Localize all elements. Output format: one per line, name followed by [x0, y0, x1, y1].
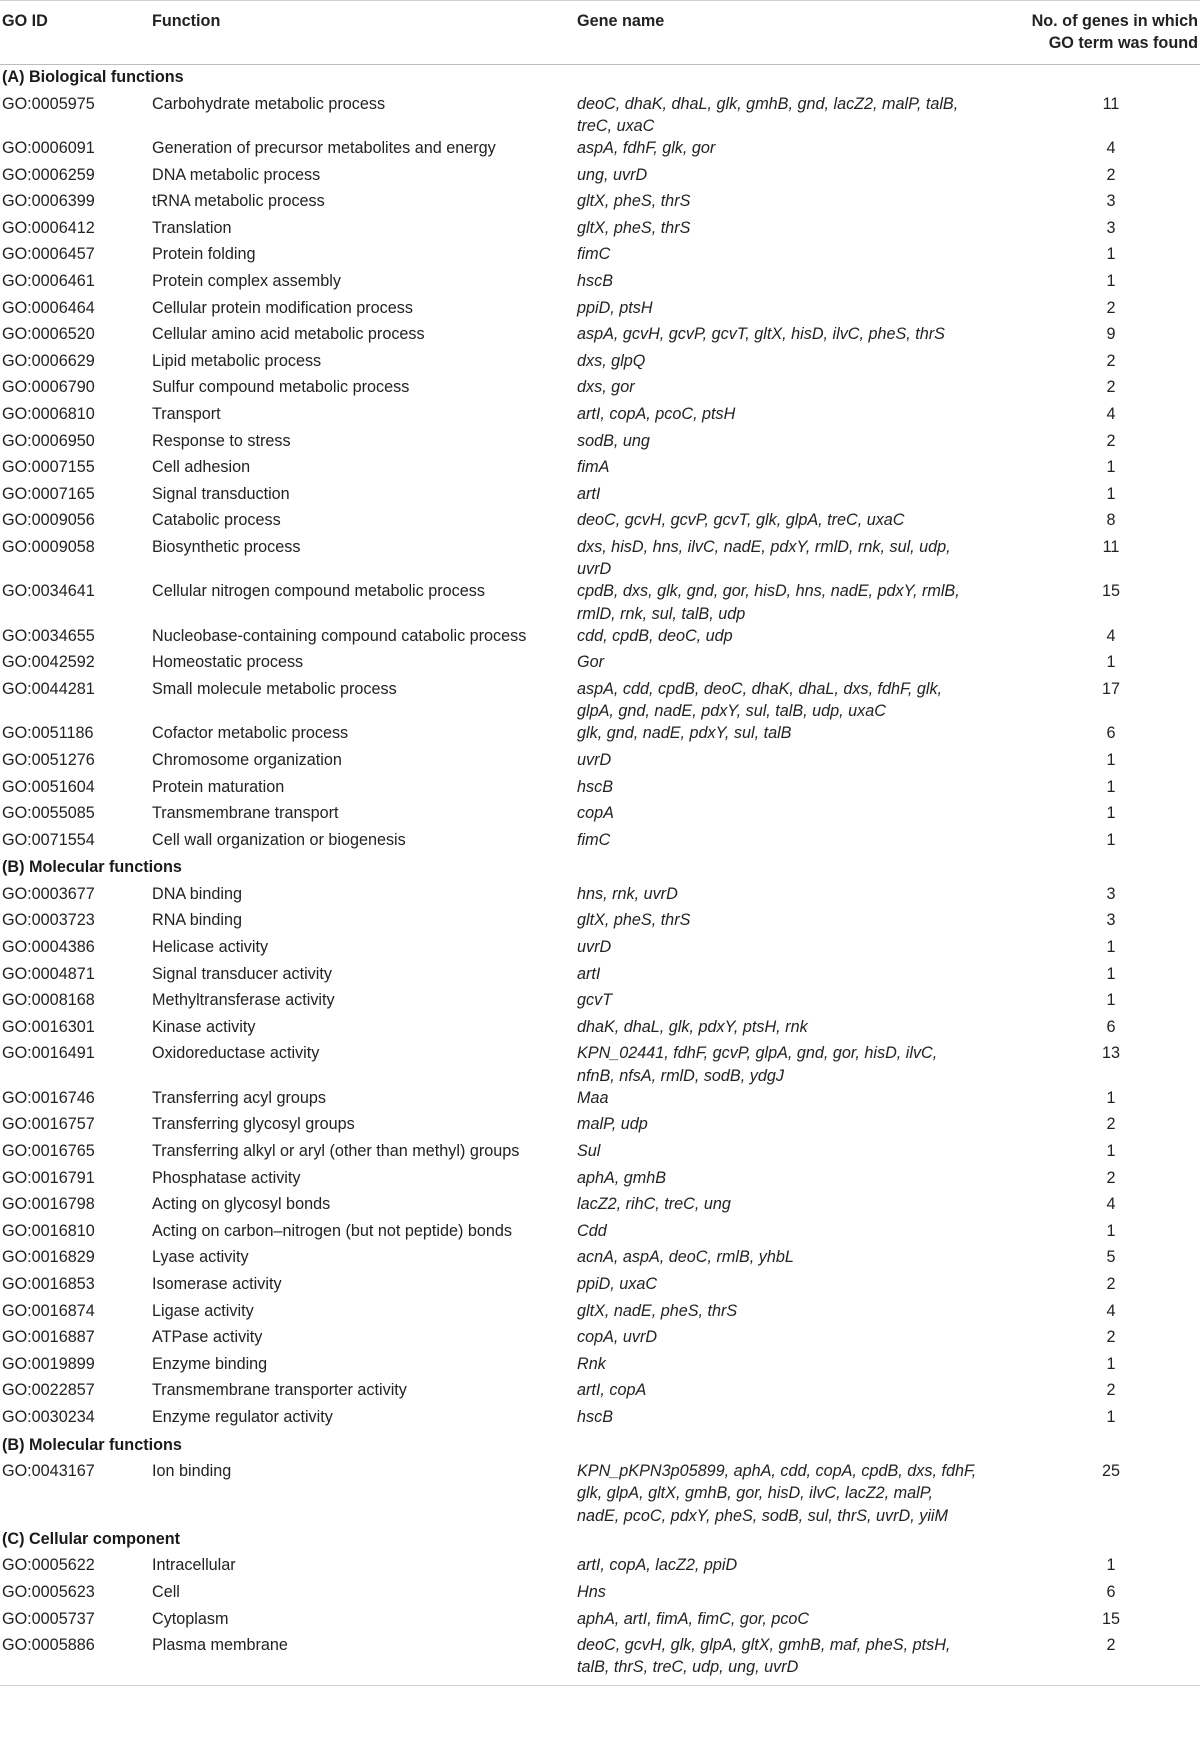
- go-id-cell: GO:0030234: [2, 1407, 95, 1426]
- go-id-cell: GO:0006461: [2, 271, 95, 290]
- gene-count-cell: 4: [1106, 1301, 1116, 1320]
- table-row: [0, 1608, 1200, 1635]
- gene-names-cell: uvrD: [577, 750, 612, 769]
- function-cell: Homeostatic process: [152, 653, 304, 672]
- table-row: [0, 1326, 1200, 1353]
- table-row: [0, 776, 1200, 803]
- function-cell: Isomerase activity: [152, 1275, 282, 1293]
- gene-names-cell: fimA: [577, 458, 610, 477]
- function-cell: Biosynthetic process: [152, 537, 301, 556]
- gene-names-cell: fimC: [577, 245, 611, 264]
- gene-count-cell: 2: [1106, 165, 1116, 184]
- function-cell: Cellular nitrogen compound metabolic process: [152, 582, 485, 601]
- table-row: [0, 1016, 1200, 1043]
- gene-names-cell: glk, gnd, nadE, pdxY, sul, talB: [577, 724, 792, 743]
- function-cell: Intracellular: [152, 1556, 236, 1575]
- gene-count-cell: 1: [1106, 1556, 1116, 1575]
- header-go-id: GO ID: [0, 1, 150, 65]
- gene-count-cell: 4: [1106, 626, 1116, 645]
- table-row: [0, 323, 1200, 350]
- function-cell: Cell wall organization or biogenesis: [152, 830, 406, 849]
- gene-count-cell: 13: [1101, 1044, 1120, 1063]
- table-row: [0, 1220, 1200, 1247]
- gene-count-cell: 11: [1102, 537, 1120, 556]
- function-cell: Protein maturation: [152, 777, 285, 796]
- function-cell: Cofactor metabolic process: [152, 724, 349, 743]
- table-row: [0, 1406, 1200, 1433]
- function-cell: Transport: [152, 404, 221, 423]
- function-cell: DNA binding: [152, 884, 242, 903]
- table-row: [0, 1042, 1200, 1086]
- gene-names-cell: malP, udp: [577, 1115, 648, 1134]
- function-cell: Transferring glycosyl groups: [152, 1115, 355, 1134]
- gene-count-cell: 4: [1106, 404, 1116, 423]
- header-function: Function: [150, 1, 575, 65]
- go-id-cell: GO:0042592: [2, 653, 95, 672]
- gene-names-cell: gltX, nadE, pheS, thrS: [577, 1301, 738, 1320]
- go-id-cell: GO:0007155: [2, 458, 95, 477]
- go-id-cell: GO:0004386: [2, 938, 95, 957]
- go-id-cell: GO:0006629: [2, 351, 95, 370]
- table-row: [0, 536, 1200, 580]
- go-id-cell: GO:0016491: [2, 1044, 95, 1063]
- gene-count-cell: 1: [1106, 777, 1116, 796]
- gene-count-cell: 1: [1106, 653, 1116, 672]
- function-cell: Lyase activity: [152, 1248, 249, 1267]
- go-id-cell: GO:0016757: [2, 1115, 95, 1134]
- gene-count-cell: 8: [1106, 511, 1116, 530]
- gene-count-cell: 2: [1106, 1275, 1116, 1293]
- go-id-cell: GO:0016810: [2, 1221, 95, 1240]
- go-id-cell: GO:0016301: [2, 1017, 95, 1036]
- function-cell: ATPase activity: [152, 1328, 263, 1347]
- gene-names-cell: dxs, gor: [577, 378, 635, 397]
- table-row: [0, 1140, 1200, 1167]
- table-row: [0, 749, 1200, 776]
- go-id-cell: GO:0006457: [2, 245, 95, 264]
- table-row: [0, 1581, 1200, 1608]
- go-id-cell: GO:0016829: [2, 1248, 95, 1267]
- function-cell: Translation: [152, 218, 232, 237]
- go-id-cell: GO:0005622: [2, 1556, 95, 1575]
- go-id-cell: GO:0003723: [2, 911, 95, 930]
- gene-count-cell: 17: [1101, 679, 1120, 698]
- gene-names-cell: Maa: [577, 1088, 609, 1107]
- go-id-cell: GO:0016853: [2, 1275, 95, 1293]
- gene-names-cell: cdd, cpdB, deoC, udp: [577, 626, 733, 645]
- gene-count-cell: 11: [1102, 94, 1120, 113]
- go-id-cell: GO:0005886: [0, 1634, 150, 1685]
- go-id-cell: GO:0006520: [2, 325, 95, 344]
- table-row: [0, 509, 1200, 536]
- gene-count-cell: 9: [1106, 325, 1116, 344]
- section-title: (B) Molecular functions: [2, 858, 182, 877]
- gene-count-cell: 2: [1106, 351, 1116, 370]
- gene-names-cell: KPN_pKPN3p05899, aphA, cdd, copA, cpdB, dxs, fdhF, glk, glpA, gltX, gmhB, gor, hisD, ilvC, lacZ2, malP, nadE, pcoC, pdxY, pheS, sodB, sul, thrS, uvrD, yiiM: [577, 1462, 977, 1525]
- function-cell: Cell adhesion: [152, 458, 251, 477]
- gene-count-cell: 2: [1106, 1381, 1116, 1400]
- function-cell: Helicase activity: [152, 938, 269, 957]
- function-cell: Signal transducer activity: [152, 964, 332, 983]
- section-header-row: [0, 65, 1200, 93]
- gene-names-cell: aspA, gcvH, gcvP, gcvT, gltX, hisD, ilvC, pheS, thrS: [577, 325, 945, 344]
- table-row: [0, 350, 1200, 377]
- go-id-cell: GO:0009058: [2, 537, 95, 556]
- table-row: [0, 580, 1200, 624]
- table-row: [0, 1273, 1200, 1300]
- gene-count-cell: 1: [1106, 1407, 1116, 1426]
- gene-count-cell: 1: [1106, 245, 1116, 264]
- function-cell: Lipid metabolic process: [152, 351, 322, 370]
- gene-names-cell: aphA, artI, fimA, fimC, gor, pcoC: [577, 1609, 810, 1628]
- go-id-cell: GO:0051276: [2, 750, 95, 769]
- gene-names-cell: artI: [577, 484, 601, 503]
- table-row: [0, 430, 1200, 457]
- table-row: [0, 483, 1200, 510]
- go-id-cell: GO:0003677: [2, 884, 95, 903]
- gene-count-cell: 6: [1106, 724, 1116, 743]
- section-title: (B) Molecular functions: [2, 1435, 182, 1454]
- gene-names-cell: sodB, ung: [577, 431, 650, 450]
- function-cell: Cell: [152, 1582, 180, 1601]
- gene-count-cell: 2: [1106, 1168, 1116, 1187]
- gene-count-cell: 2: [1000, 1634, 1200, 1685]
- section-title: (A) Biological functions: [2, 68, 184, 86]
- go-id-cell: GO:0016798: [2, 1195, 95, 1214]
- function-cell: Ion binding: [152, 1462, 232, 1481]
- table-header: [0, 1, 1200, 65]
- section-header-row: [0, 1527, 1200, 1555]
- table-row: [0, 1634, 1200, 1685]
- function-cell: Transferring acyl groups: [152, 1088, 326, 1107]
- table-row: [0, 1300, 1200, 1327]
- function-cell: Phosphatase activity: [152, 1168, 301, 1187]
- go-id-cell: GO:0044281: [2, 679, 95, 698]
- go-id-cell: GO:0051604: [2, 777, 95, 796]
- gene-names-cell: lacZ2, rihC, treC, ung: [577, 1195, 731, 1214]
- gene-count-cell: 1: [1106, 271, 1116, 290]
- table-row: [0, 1460, 1200, 1527]
- section-header-row: [0, 1433, 1200, 1461]
- table-row: [0, 989, 1200, 1016]
- gene-count-cell: 4: [1106, 139, 1116, 157]
- function-cell: Cytoplasm: [152, 1609, 229, 1628]
- function-cell: Methyltransferase activity: [152, 991, 335, 1010]
- go-id-cell: GO:0004871: [2, 964, 95, 983]
- function-cell: Cellular protein modification process: [152, 298, 413, 317]
- function-cell: Transferring alkyl or aryl (other than methyl) groups: [152, 1142, 520, 1161]
- gene-count-cell: 2: [1106, 298, 1116, 317]
- gene-names-cell: hscB: [577, 271, 613, 290]
- table-row: [0, 403, 1200, 430]
- function-cell: Cellular amino acid metabolic process: [152, 325, 425, 344]
- go-id-cell: GO:0016765: [2, 1142, 95, 1161]
- gene-count-cell: 5: [1106, 1248, 1116, 1267]
- table-row: [0, 1554, 1200, 1581]
- table-row: [0, 651, 1200, 678]
- header-gene-count: No. of genes in which GO term was found: [1000, 1, 1200, 65]
- gene-count-cell: 6: [1106, 1582, 1116, 1601]
- gene-names-cell: aspA, cdd, cpdB, deoC, dhaK, dhaL, dxs, fdhF, glk, glpA, gnd, nadE, pdxY, sul, talB, udp, uxaC: [577, 679, 943, 721]
- gene-count-cell: 1: [1106, 1142, 1116, 1161]
- function-cell: Enzyme regulator activity: [152, 1407, 333, 1426]
- gene-names-cell: ppiD, uxaC: [577, 1275, 658, 1293]
- table-row: [0, 297, 1200, 324]
- gene-count-cell: 1: [1106, 964, 1116, 983]
- go-id-cell: GO:0043167: [2, 1462, 95, 1481]
- gene-names-cell: Hns: [577, 1582, 606, 1601]
- table-row: [0, 963, 1200, 990]
- gene-names-cell: cpdB, dxs, glk, gnd, gor, hisD, hns, nadE, pdxY, rmlB, rmlD, rnk, sul, talB, udp: [577, 582, 960, 623]
- gene-count-cell: 1: [1106, 1221, 1116, 1240]
- gene-count-cell: 3: [1106, 218, 1116, 237]
- go-id-cell: GO:0007165: [2, 484, 95, 503]
- table-row: [0, 1353, 1200, 1380]
- gene-count-cell: 15: [1101, 1609, 1120, 1628]
- gene-names-cell: ung, uvrD: [577, 165, 648, 184]
- table-row: [0, 829, 1200, 856]
- function-cell: Oxidoreductase activity: [152, 1044, 320, 1063]
- gene-names-cell: deoC, dhaK, dhaL, glk, gmhB, gnd, lacZ2, malP, talB, treC, uxaC: [577, 94, 959, 135]
- table-row: [0, 217, 1200, 244]
- gene-names-cell: gltX, pheS, thrS: [577, 192, 691, 211]
- table-row: [0, 722, 1200, 749]
- function-cell: Transmembrane transporter activity: [152, 1381, 407, 1400]
- function-cell: tRNA metabolic process: [152, 192, 325, 211]
- go-id-cell: GO:0005975: [2, 94, 95, 113]
- table-row: [0, 625, 1200, 652]
- table-row: [0, 678, 1200, 722]
- go-id-cell: GO:0006091: [2, 139, 95, 157]
- function-cell: Nucleobase-containing compound catabolic process: [152, 626, 527, 645]
- gene-count-cell: 1: [1106, 830, 1116, 849]
- go-id-cell: GO:0034655: [2, 626, 95, 645]
- gene-count-cell: 3: [1106, 192, 1116, 211]
- gene-count-cell: 1: [1106, 458, 1116, 477]
- section-header-row: [0, 855, 1200, 883]
- function-cell: Catabolic process: [152, 511, 281, 530]
- gene-count-cell: 1: [1106, 991, 1116, 1010]
- gene-count-cell: 25: [1101, 1462, 1120, 1481]
- table-row: [0, 936, 1200, 963]
- gene-names-cell: acnA, aspA, deoC, rmlB, yhbL: [577, 1248, 794, 1267]
- function-cell: Acting on glycosyl bonds: [152, 1195, 331, 1214]
- table-row: [0, 1113, 1200, 1140]
- table-row: [0, 909, 1200, 936]
- go-id-cell: GO:0005623: [2, 1582, 95, 1601]
- go-id-cell: GO:0051186: [2, 724, 94, 743]
- gene-names-cell: hscB: [577, 777, 613, 796]
- table-row: [0, 270, 1200, 297]
- table-row: [0, 376, 1200, 403]
- gene-count-cell: 2: [1106, 431, 1116, 450]
- go-id-cell: GO:0006950: [2, 431, 95, 450]
- function-cell: Generation of precursor metabolites and energy: [152, 139, 496, 157]
- function-cell: Protein complex assembly: [152, 271, 341, 290]
- function-cell: Kinase activity: [152, 1017, 256, 1036]
- gene-names-cell: aphA, gmhB: [577, 1168, 667, 1187]
- gene-names-cell: copA, uvrD: [577, 1328, 658, 1347]
- gene-names-cell: artI: [577, 964, 601, 983]
- gene-names-cell: dxs, hisD, hns, ilvC, nadE, pdxY, rmlD, rnk, sul, udp, uvrD: [577, 537, 951, 579]
- table-row: [0, 190, 1200, 217]
- table-row: [0, 1087, 1200, 1114]
- table-row: [0, 164, 1200, 191]
- go-id-cell: GO:0022857: [2, 1381, 95, 1400]
- gene-names-cell: ppiD, ptsH: [577, 298, 653, 317]
- table-row: [0, 802, 1200, 829]
- function-cell: RNA binding: [152, 911, 242, 930]
- function-cell: Ligase activity: [152, 1301, 254, 1320]
- gene-names-cell: dxs, glpQ: [577, 351, 646, 370]
- gene-names-cell: deoC, gcvH, glk, glpA, gltX, gmhB, maf, pheS, ptsH, talB, thrS, treC, udp, ung, uvrD: [575, 1634, 1000, 1685]
- function-cell: Chromosome organization: [152, 750, 342, 769]
- gene-names-cell: artI, copA, lacZ2, ppiD: [577, 1556, 738, 1575]
- function-cell: Small molecule metabolic process: [152, 679, 397, 698]
- table-row: [0, 1193, 1200, 1220]
- gene-names-cell: uvrD: [577, 938, 612, 957]
- gene-count-cell: 1: [1106, 938, 1116, 957]
- function-cell: DNA metabolic process: [152, 165, 321, 184]
- table-body: [0, 65, 1200, 1686]
- function-cell: Response to stress: [152, 431, 291, 450]
- gene-names-cell: artI, copA, pcoC, ptsH: [577, 404, 736, 423]
- header-gene-name: Gene name: [575, 1, 1000, 65]
- gene-names-cell: Gor: [577, 653, 604, 672]
- gene-names-cell: hns, rnk, uvrD: [577, 884, 678, 903]
- gene-names-cell: gcvT: [577, 991, 613, 1010]
- gene-names-cell: deoC, gcvH, gcvP, gcvT, glk, glpA, treC, uxaC: [577, 511, 905, 530]
- gene-count-cell: 1: [1106, 484, 1116, 503]
- gene-count-cell: 4: [1106, 1195, 1116, 1214]
- gene-count-cell: 2: [1106, 378, 1116, 397]
- gene-names-cell: copA: [577, 804, 614, 823]
- go-id-cell: GO:0006790: [2, 378, 95, 397]
- table-row: [0, 243, 1200, 270]
- go-id-cell: GO:0006399: [2, 192, 95, 211]
- table-row: [0, 137, 1200, 164]
- go-id-cell: GO:0034641: [2, 582, 95, 601]
- gene-names-cell: fimC: [577, 830, 611, 849]
- go-id-cell: GO:0016746: [2, 1088, 95, 1107]
- gene-count-cell: 2: [1106, 1328, 1116, 1347]
- go-id-cell: GO:0009056: [2, 511, 95, 530]
- gene-names-cell: dhaK, dhaL, glk, pdxY, ptsH, rnk: [577, 1017, 808, 1036]
- gene-names-cell: artI, copA: [577, 1381, 647, 1400]
- go-id-cell: GO:0016887: [2, 1328, 95, 1347]
- go-id-cell: GO:0006412: [2, 218, 95, 237]
- go-id-cell: GO:0006464: [2, 298, 95, 317]
- gene-count-cell: 3: [1106, 884, 1116, 903]
- section-title: (C) Cellular component: [2, 1529, 181, 1548]
- gene-names-cell: aspA, fdhF, glk, gor: [577, 139, 716, 157]
- gene-count-cell: 3: [1106, 911, 1116, 930]
- gene-count-cell: 1: [1106, 1088, 1116, 1107]
- function-cell: Sulfur compound metabolic process: [152, 378, 410, 397]
- function-cell: Protein folding: [152, 245, 256, 264]
- gene-count-cell: 1: [1106, 750, 1116, 769]
- table-row: [0, 883, 1200, 910]
- go-id-cell: GO:0055085: [2, 804, 95, 823]
- gene-count-cell: 2: [1106, 1115, 1116, 1134]
- gene-count-cell: 6: [1106, 1017, 1116, 1036]
- go-id-cell: GO:0008168: [2, 991, 95, 1010]
- table-row: [0, 1379, 1200, 1406]
- go-id-cell: GO:0006810: [2, 404, 95, 423]
- gene-count-cell: 15: [1101, 582, 1120, 601]
- table-row: [0, 93, 1200, 137]
- function-cell: Carbohydrate metabolic process: [152, 94, 386, 113]
- table-row: [0, 1167, 1200, 1194]
- function-cell: Signal transduction: [152, 484, 290, 503]
- gene-count-cell: 1: [1106, 804, 1116, 823]
- gene-names-cell: Sul: [577, 1142, 601, 1161]
- gene-names-cell: Rnk: [577, 1354, 606, 1373]
- go-id-cell: GO:0016791: [2, 1168, 95, 1187]
- function-cell: Enzyme binding: [152, 1354, 268, 1373]
- go-id-cell: GO:0005737: [2, 1609, 95, 1628]
- gene-names-cell: hscB: [577, 1407, 613, 1426]
- gene-names-cell: Cdd: [577, 1221, 607, 1240]
- go-id-cell: GO:0006259: [2, 165, 95, 184]
- function-cell: Transmembrane transport: [152, 804, 339, 823]
- gene-names-cell: KPN_02441, fdhF, gcvP, glpA, gnd, gor, hisD, ilvC, nfnB, nfsA, rmlD, sodB, ydgJ: [577, 1044, 938, 1085]
- table-row: [0, 456, 1200, 483]
- function-cell: Acting on carbon–nitrogen (but not peptide) bonds: [152, 1221, 512, 1240]
- table-row: [0, 1246, 1200, 1273]
- gene-names-cell: gltX, pheS, thrS: [577, 911, 691, 930]
- gene-count-cell: 1: [1106, 1354, 1116, 1373]
- go-id-cell: GO:0019899: [2, 1354, 95, 1373]
- gene-names-cell: gltX, pheS, thrS: [577, 218, 691, 237]
- function-cell: Plasma membrane: [150, 1634, 575, 1685]
- go-id-cell: GO:0071554: [2, 830, 95, 849]
- go-id-cell: GO:0016874: [2, 1301, 95, 1320]
